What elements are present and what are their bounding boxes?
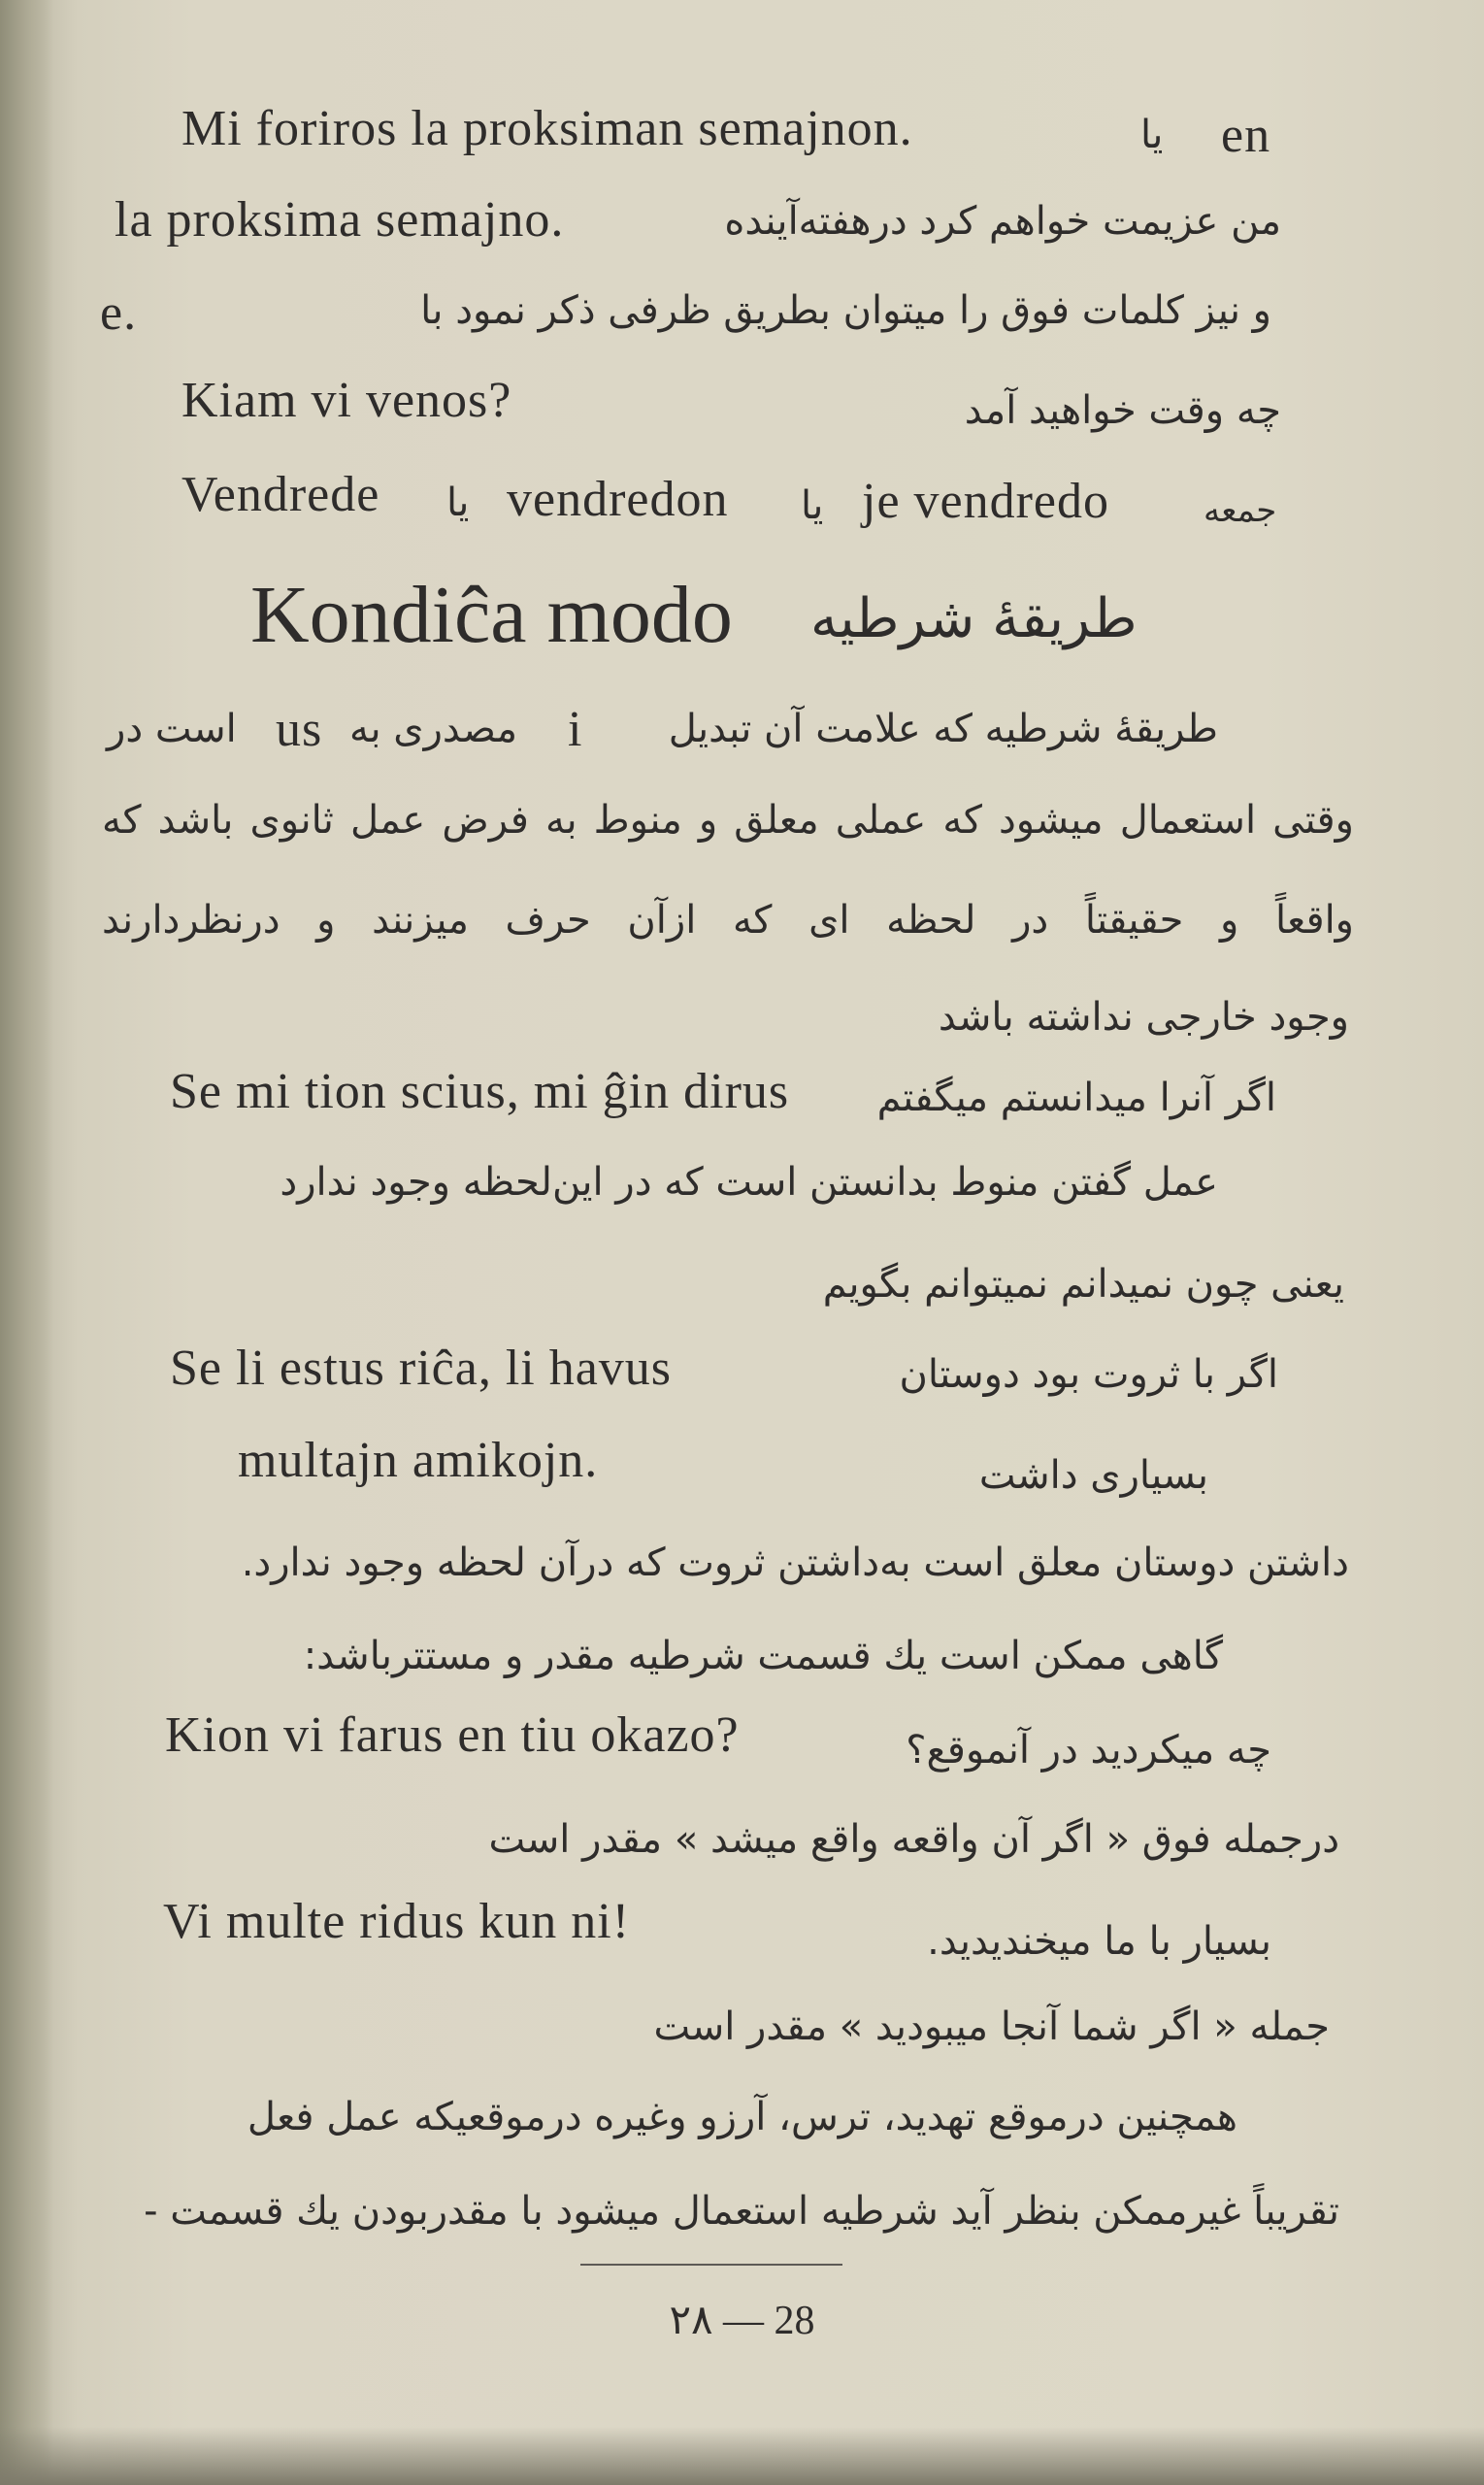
text-line: وجود خارجی نداشته باشد bbox=[938, 995, 1349, 1040]
text-line: درجمله فوق « اگر آن واقعه واقع میشد » مقدر است bbox=[488, 1817, 1339, 1862]
footer-rule bbox=[580, 2264, 842, 2266]
page-gutter-shadow bbox=[0, 0, 53, 2485]
text-line: multajn amikojn. bbox=[238, 1433, 599, 1488]
text-line: چه وقت خواهید آمد bbox=[964, 388, 1281, 433]
text-line: گاهی ممکن است یك قسمت شرطیه مقدر و مستترباشد: bbox=[303, 1634, 1223, 1678]
text-line: بسیار با ما میخندیدید. bbox=[927, 1919, 1271, 1964]
text-line: تقریباً غیرممکن بنظر آید شرطیه استعمال میشود با مقدربودن یك قسمت - bbox=[144, 2189, 1339, 2234]
text-line: i bbox=[568, 702, 583, 757]
text-line: e. bbox=[100, 285, 138, 341]
text-line: چه میکردید در آنموقع؟ bbox=[906, 1728, 1271, 1773]
text-line: جمله « اگر شما آنجا میبودید » مقدر است bbox=[653, 2005, 1330, 2049]
page-number: ۲۸ — 28 bbox=[669, 2299, 815, 2343]
text-line: Kiam vi venos? bbox=[181, 373, 512, 428]
text-line: Vendrede bbox=[181, 467, 380, 522]
text-line: la proksima semajno. bbox=[115, 192, 565, 248]
text-line: اگر آنرا میدانستم میگفتم bbox=[876, 1076, 1276, 1120]
text-line: vendredon bbox=[507, 472, 729, 527]
text-line: Kion vi farus en tiu okazo? bbox=[165, 1707, 740, 1763]
text-line: مصدری به bbox=[349, 707, 518, 751]
text-line: en bbox=[1221, 108, 1271, 163]
section-heading-persian: طریقهٔ شرطیه bbox=[810, 587, 1138, 650]
section-heading: Kondiĉa modo bbox=[250, 570, 733, 660]
text-line: عمل گفتن منوط بدانستن است که در این‌لحظه وجود ندارد bbox=[280, 1160, 1218, 1205]
text-line: Mi foriros la proksiman semajnon. bbox=[181, 101, 913, 156]
text-line: Se mi tion scius, mi ĝin dirus bbox=[170, 1064, 790, 1119]
text-line: Se li estus riĉa, li havus bbox=[170, 1341, 673, 1396]
text-line: us bbox=[276, 702, 323, 757]
text-line: همچنین درموقع تهدید، ترس، آرزو وغیره درموقعیکه عمل فعل bbox=[247, 2095, 1237, 2139]
text-line: و نیز کلمات فوق را میتوان بطریق ظرفی ذکر نمود با bbox=[420, 288, 1271, 333]
page-bottom-shadow bbox=[0, 2427, 1484, 2485]
text-line: من عزیمت خواهم کرد درهفته‌آینده bbox=[724, 199, 1281, 244]
text-line: جمعه bbox=[1204, 491, 1277, 530]
text-line: یا bbox=[1140, 113, 1164, 157]
text-line: Vi multe ridus kun ni! bbox=[163, 1894, 631, 1949]
text-line: بسیاری داشت bbox=[978, 1453, 1208, 1498]
text-line: یا bbox=[801, 483, 824, 528]
text-line: یعنی چون نمیدانم نمیتوانم بگویم bbox=[822, 1262, 1344, 1307]
text-line: است در bbox=[107, 707, 237, 751]
text-line: یا bbox=[446, 480, 470, 525]
text-line: واقعاً و حقیقتاً در لحظه ای که ازآن حرف میزنند و درنظردارند bbox=[102, 898, 1354, 943]
text-line: اگر با ثروت بود دوستان bbox=[899, 1352, 1278, 1397]
text-line: je vendredo bbox=[862, 474, 1110, 529]
text-line: وقتی استعمال میشود که عملی معلق و منوط به فرض عمل ثانوی باشد که bbox=[102, 798, 1354, 843]
text-line: طریقهٔ شرطیه که علامت آن تبدیل bbox=[668, 707, 1218, 751]
text-line: داشتن دوستان معلق است به‌داشتن ثروت که درآن لحظه وجود ندارد. bbox=[241, 1541, 1349, 1585]
